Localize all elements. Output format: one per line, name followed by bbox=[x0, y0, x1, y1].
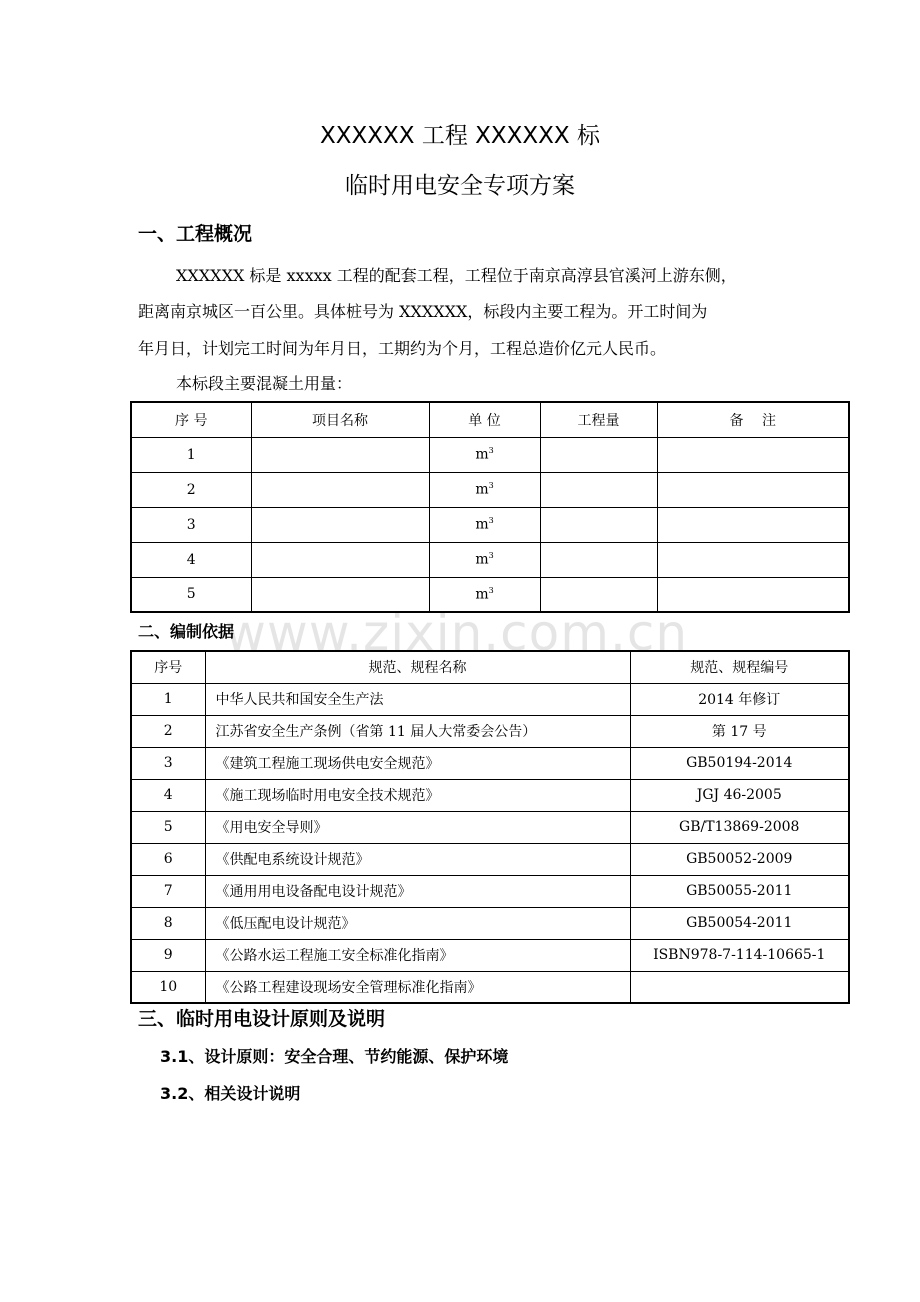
unit-base: m bbox=[475, 481, 489, 498]
header-cell-qty: 工程量 bbox=[540, 402, 657, 437]
unit-base: m bbox=[475, 446, 489, 463]
header-cell-unit: 单 位 bbox=[429, 402, 540, 437]
cell-unit bbox=[429, 577, 540, 612]
unit-base: m bbox=[475, 516, 489, 533]
cell-remark bbox=[657, 577, 849, 612]
cell-name: 《公路水运工程施工安全标准化指南》 bbox=[205, 939, 630, 971]
concrete-usage-table bbox=[130, 401, 850, 613]
unit-base: m bbox=[475, 586, 489, 603]
table-row bbox=[131, 472, 849, 507]
cell-name: 《通用用电设备配电设计规范》 bbox=[205, 875, 630, 907]
header-cell-name: 项目名称 bbox=[251, 402, 429, 437]
header-cell-code: 规范、规程编号 bbox=[630, 651, 849, 683]
table-intro: 本标段主要混凝土用量： bbox=[176, 374, 353, 393]
table-row bbox=[131, 437, 849, 472]
cell-no: 5 bbox=[131, 811, 205, 843]
cell-unit bbox=[429, 507, 540, 542]
section1-heading: 一、工程概况 bbox=[138, 223, 253, 245]
unit-sup: 3 bbox=[488, 481, 494, 491]
cell-name: 《施工现场临时用电安全技术规范》 bbox=[205, 779, 630, 811]
cell-remark bbox=[657, 437, 849, 472]
section3-sub1: 3.1、设计原则：安全合理、节约能源、保护环境 bbox=[160, 1047, 509, 1066]
cell-qty bbox=[540, 472, 657, 507]
header-cell-name: 规范、规程名称 bbox=[205, 651, 630, 683]
cell-unit bbox=[429, 472, 540, 507]
cell-name: 《供配电系统设计规范》 bbox=[205, 843, 630, 875]
cell-remark bbox=[657, 542, 849, 577]
section1-para-line1: XXXXXX 标是 xxxxx 工程的配套工程，工程位于南京高淳县官溪河上游东侧， bbox=[176, 266, 737, 285]
cell-no: 1 bbox=[131, 437, 251, 472]
cell-no: 2 bbox=[131, 472, 251, 507]
cell-no: 9 bbox=[131, 939, 205, 971]
cell-name bbox=[251, 542, 429, 577]
document-title-line1: XXXXXX 工程 XXXXXX 标 bbox=[319, 123, 600, 149]
cell-no: 6 bbox=[131, 843, 205, 875]
unit-sup: 3 bbox=[488, 446, 494, 456]
table-row bbox=[131, 747, 849, 779]
header-cell-remark: 备 注 bbox=[657, 402, 849, 437]
unit-sup: 3 bbox=[488, 585, 494, 595]
unit-sup: 3 bbox=[488, 516, 494, 526]
cell-no: 4 bbox=[131, 542, 251, 577]
header-cell-no: 序号 bbox=[131, 651, 205, 683]
section3-sub2: 3.2、相关设计说明 bbox=[160, 1084, 301, 1103]
cell-remark bbox=[657, 472, 849, 507]
cell-name: 《低压配电设计规范》 bbox=[205, 907, 630, 939]
table-row bbox=[131, 779, 849, 811]
standards-table bbox=[130, 650, 850, 1004]
cell-qty bbox=[540, 437, 657, 472]
cell-name: 《建筑工程施工现场供电安全规范》 bbox=[205, 747, 630, 779]
table-row bbox=[131, 971, 849, 1003]
cell-code: GB50054-2011 bbox=[630, 907, 849, 939]
table-row bbox=[131, 843, 849, 875]
cell-no: 3 bbox=[131, 507, 251, 542]
table-row bbox=[131, 577, 849, 612]
table-row bbox=[131, 683, 849, 715]
cell-no: 5 bbox=[131, 577, 251, 612]
cell-name bbox=[251, 437, 429, 472]
watermark: www.zixin.com.cn bbox=[225, 604, 689, 662]
cell-no: 7 bbox=[131, 875, 205, 907]
cell-no: 1 bbox=[131, 683, 205, 715]
unit-base: m bbox=[475, 551, 489, 568]
cell-code: GB50194-2014 bbox=[630, 747, 849, 779]
cell-qty bbox=[540, 577, 657, 612]
table-row bbox=[131, 811, 849, 843]
cell-code: JGJ 46-2005 bbox=[630, 779, 849, 811]
unit-sup: 3 bbox=[488, 551, 494, 561]
cell-name bbox=[251, 507, 429, 542]
document-title-line2: 临时用电安全专项方案 bbox=[345, 173, 575, 199]
section1-para-line3: 年月日，计划完工时间为年月日，工期约为个月，工程总造价亿元人民币。 bbox=[138, 339, 667, 358]
cell-name: 江苏省安全生产条例（省第 11 届人大常委会公告） bbox=[205, 715, 630, 747]
cell-name bbox=[251, 472, 429, 507]
cell-no: 2 bbox=[131, 715, 205, 747]
cell-code: ISBN978-7-114-10665-1 bbox=[630, 939, 849, 971]
cell-code: GB50052-2009 bbox=[630, 843, 849, 875]
cell-qty bbox=[540, 542, 657, 577]
section2-heading: 二、编制依据 bbox=[138, 622, 235, 641]
table-row bbox=[131, 939, 849, 971]
cell-code: 第 17 号 bbox=[630, 715, 849, 747]
table-row bbox=[131, 542, 849, 577]
cell-no: 8 bbox=[131, 907, 205, 939]
table-header-row bbox=[131, 402, 849, 437]
cell-no: 4 bbox=[131, 779, 205, 811]
cell-code: 2014 年修订 bbox=[630, 683, 849, 715]
cell-name: 中华人民共和国安全生产法 bbox=[205, 683, 630, 715]
cell-unit bbox=[429, 542, 540, 577]
cell-unit bbox=[429, 437, 540, 472]
header-cell-no: 序 号 bbox=[131, 402, 251, 437]
cell-remark bbox=[657, 507, 849, 542]
table-header-row bbox=[131, 651, 849, 683]
cell-code bbox=[630, 971, 849, 1003]
table-row bbox=[131, 875, 849, 907]
section1-para-line2: 距离南京城区一百公里。具体桩号为 XXXXXX，标段内主要工程为。开工时间为 bbox=[138, 302, 708, 321]
cell-qty bbox=[540, 507, 657, 542]
cell-name bbox=[251, 577, 429, 612]
cell-code: GB50055-2011 bbox=[630, 875, 849, 907]
cell-name: 《用电安全导则》 bbox=[205, 811, 630, 843]
table-row bbox=[131, 907, 849, 939]
cell-no: 10 bbox=[131, 971, 205, 1003]
section3-heading: 三、临时用电设计原则及说明 bbox=[138, 1008, 386, 1030]
table-row bbox=[131, 507, 849, 542]
cell-name: 《公路工程建设现场安全管理标准化指南》 bbox=[205, 971, 630, 1003]
cell-no: 3 bbox=[131, 747, 205, 779]
cell-code: GB/T13869-2008 bbox=[630, 811, 849, 843]
table-row bbox=[131, 715, 849, 747]
